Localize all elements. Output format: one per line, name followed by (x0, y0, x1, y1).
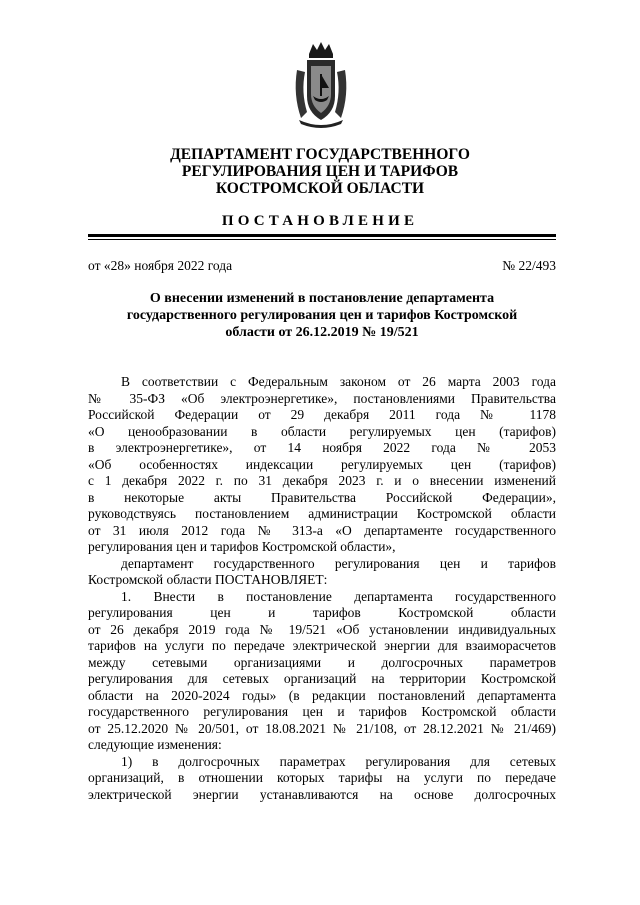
header-rule-thick (88, 234, 556, 237)
body-line: «О ценообразовании в области регулируемых цен (тарифов) (88, 423, 556, 439)
org-line: ДЕПАРТАМЕНТ ГОСУДАРСТВЕННОГО (170, 146, 470, 163)
document-body (88, 374, 556, 803)
body-line: электрической энергии устанавливаются на основе долгосрочных (88, 786, 556, 802)
body-line: государственного регулирования цен и тарифов Костромской области (88, 704, 556, 719)
org-line: КОСТРОМСКОЙ ОБЛАСТИ (215, 180, 425, 197)
org-line: РЕГУЛИРОВАНИЯ ЦЕН И ТАРИФОВ (181, 163, 459, 180)
subject-line: государственного регулирования цен и тарифов Костромской (126, 308, 518, 323)
subject-line: О внесении изменений в постановление департамента (149, 291, 495, 306)
body-line: в некоторые акты Правительства Российской Федерации», (88, 489, 556, 505)
body-line: Костромской области ПОСТАНОВЛЯЕТ: (88, 572, 328, 587)
body-line: департамент государственного регулирования цен и тарифов (121, 555, 556, 571)
body-line: Российской Федерации от 29 декабря 2011 года № 1178 (88, 407, 556, 422)
body-line: «Об особенностях индексации регулируемых цен (тарифов) (88, 456, 556, 472)
body-line: от 25.12.2020 № 20/501, от 18.08.2021 № 21/108, от 28.12.2021 № 21/469) (88, 720, 556, 736)
body-line: руководствуясь постановлением администрации Костромской области (88, 506, 556, 521)
body-line: тарифов на услуги по передаче электрической энергии для взаиморасчетов (88, 638, 556, 653)
body-line: организаций, в отношении которых тарифы на услуги по передаче (88, 770, 556, 785)
document-subject (88, 290, 556, 341)
document-date: от «28» ноября 2022 года (88, 258, 233, 273)
body-line: от 26 декабря 2019 года № 19/521 «Об установлении индивидуальных (88, 621, 556, 637)
coat-of-arms-emblem (291, 40, 351, 130)
body-line: регулирования для сетевых организаций на территории Костромской (88, 671, 556, 686)
body-line: регулирования цен и тарифов Костромской области (88, 605, 556, 620)
body-line: области на 2020-2024 годы» (в редакции постановлений департамента (88, 687, 556, 703)
document-type: ПОСТАНОВЛЕНИЕ (221, 213, 419, 229)
body-line: № 35-ФЗ «Об электроэнергетике», постановлениями Правительства (88, 390, 556, 406)
subject-line: области от 26.12.2019 № 19/521 (225, 325, 419, 340)
header-rule-thin (88, 239, 556, 240)
body-line: следующие изменения: (88, 737, 222, 752)
organization-name (0, 146, 640, 197)
body-line: с 1 декабря 2022 г. по 31 декабря 2023 г. и о внесении изменений (88, 473, 556, 488)
document-number: № 22/493 (502, 258, 556, 273)
body-line: регулирования цен и тарифов Костромской области», (88, 539, 396, 554)
body-line: 1. Внести в постановление департамента государственного (121, 588, 556, 604)
body-line: В соответствии с Федеральным законом от 26 марта 2003 года (121, 374, 556, 389)
body-line: между сетевыми организациями и долгосрочных параметров (88, 654, 556, 670)
body-line: в электроэнергетике», от 14 ноября 2022 года № 2053 (88, 440, 556, 455)
body-line: от 31 июля 2012 года № 313-а «О департаменте государственного (88, 522, 556, 538)
body-line: 1) в долгосрочных параметрах регулирования для сетевых (121, 753, 556, 769)
